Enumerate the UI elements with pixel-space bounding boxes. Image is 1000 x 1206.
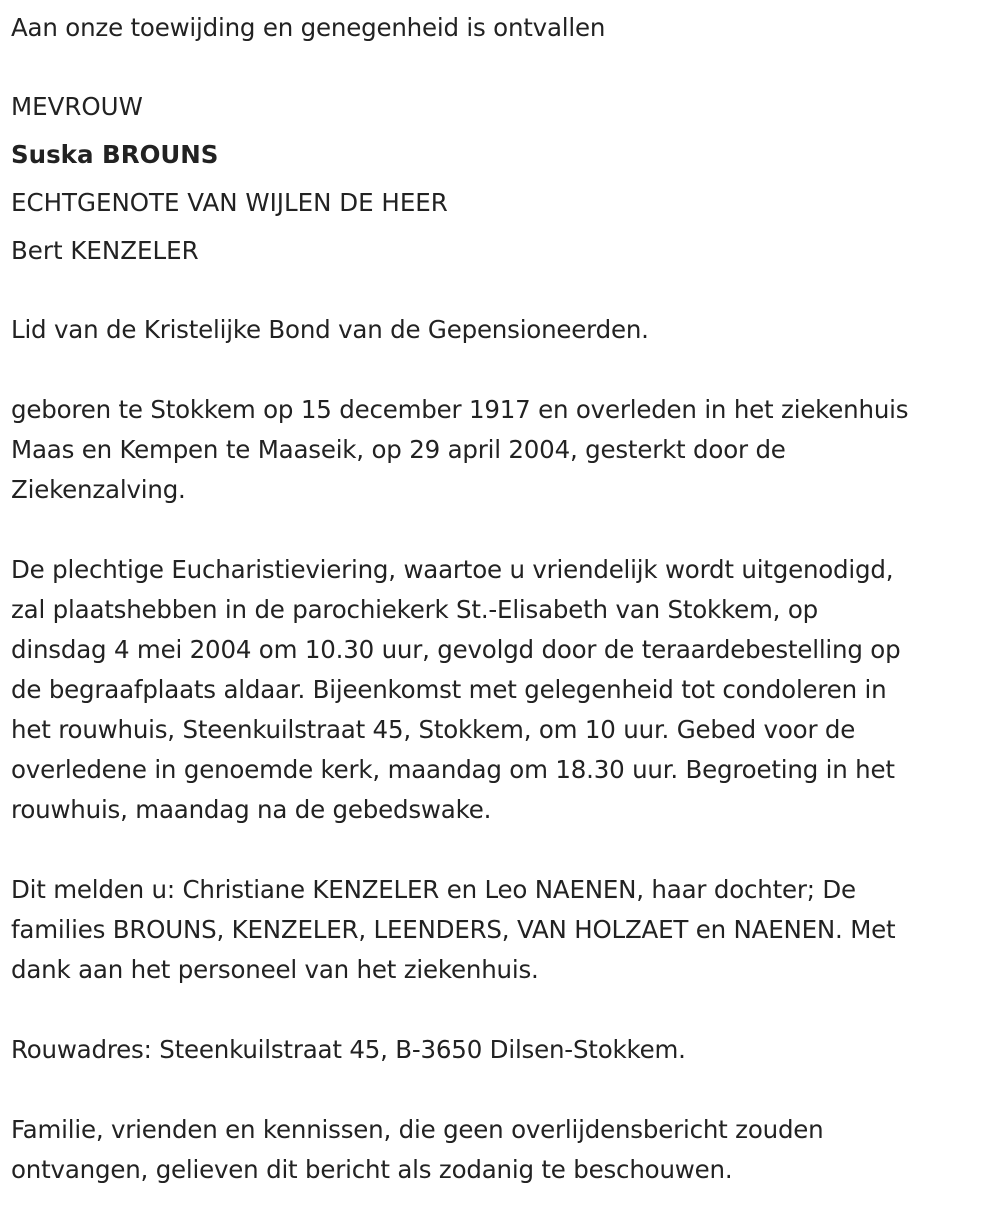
title-line: MEVROUW xyxy=(11,92,143,121)
paragraph-line: ontvangen, gelieven dit bericht als zodanig te beschouwen. xyxy=(11,1155,733,1184)
spacer xyxy=(11,275,996,310)
spacer xyxy=(11,48,996,83)
paragraph-line: zal plaatshebben in de parochiekerk St.-Elisabeth van Stokkem, op xyxy=(11,595,818,624)
membership-line: Lid van de Kristelijke Bond van de Gepensioneerden. xyxy=(11,315,649,344)
spacer xyxy=(11,350,996,390)
deceased-name: Suska BROUNS xyxy=(11,140,219,169)
paragraph-line: Maas en Kempen te Maaseik, op 29 april 2004, gesterkt door de xyxy=(11,435,786,464)
paragraph-line: dank aan het personeel van het ziekenhuis. xyxy=(11,955,539,984)
paragraph-line: families BROUNS, KENZELER, LEENDERS, VAN HOLZAET en NAENEN. Met xyxy=(11,915,896,944)
paragraph-line: de begraafplaats aldaar. Bijeenkomst met gelegenheid tot condoleren in xyxy=(11,675,887,704)
mourning-address: Rouwadres: Steenkuilstraat 45, B-3650 Dilsen-Stokkem. xyxy=(11,1035,686,1064)
paragraph-line: Dit melden u: Christiane KENZELER en Leo NAENEN, haar dochter; De xyxy=(11,875,856,904)
relation-line: ECHTGENOTE VAN WIJLEN DE HEER xyxy=(11,188,448,217)
announcers-paragraph xyxy=(11,870,996,990)
paragraph-line: rouwhuis, maandag na de gebedswake. xyxy=(11,795,492,824)
spacer xyxy=(11,1070,996,1110)
spacer xyxy=(11,510,996,550)
paragraph-line: dinsdag 4 mei 2004 om 10.30 uur, gevolgd door de teraardebestelling op xyxy=(11,635,901,664)
obituary-document xyxy=(11,8,996,1190)
spouse-name: Bert KENZELER xyxy=(11,236,199,265)
paragraph-line: De plechtige Eucharistieviering, waartoe u vriendelijk wordt uitgenodigd, xyxy=(11,555,894,584)
intro-line: Aan onze toewijding en genegenheid is ontvallen xyxy=(11,13,606,42)
spacer xyxy=(11,990,996,1030)
paragraph-line: Ziekenzalving. xyxy=(11,475,186,504)
birth-death-paragraph xyxy=(11,390,996,510)
closing-paragraph xyxy=(11,1110,996,1190)
spacer xyxy=(11,830,996,870)
paragraph-line: het rouwhuis, Steenkuilstraat 45, Stokkem, om 10 uur. Gebed voor de xyxy=(11,715,856,744)
paragraph-line: overledene in genoemde kerk, maandag om 18.30 uur. Begroeting in het xyxy=(11,755,895,784)
paragraph-line: geboren te Stokkem op 15 december 1917 en overleden in het ziekenhuis xyxy=(11,395,909,424)
paragraph-line: Familie, vrienden en kennissen, die geen overlijdensbericht zouden xyxy=(11,1115,824,1144)
ceremony-paragraph xyxy=(11,550,996,830)
